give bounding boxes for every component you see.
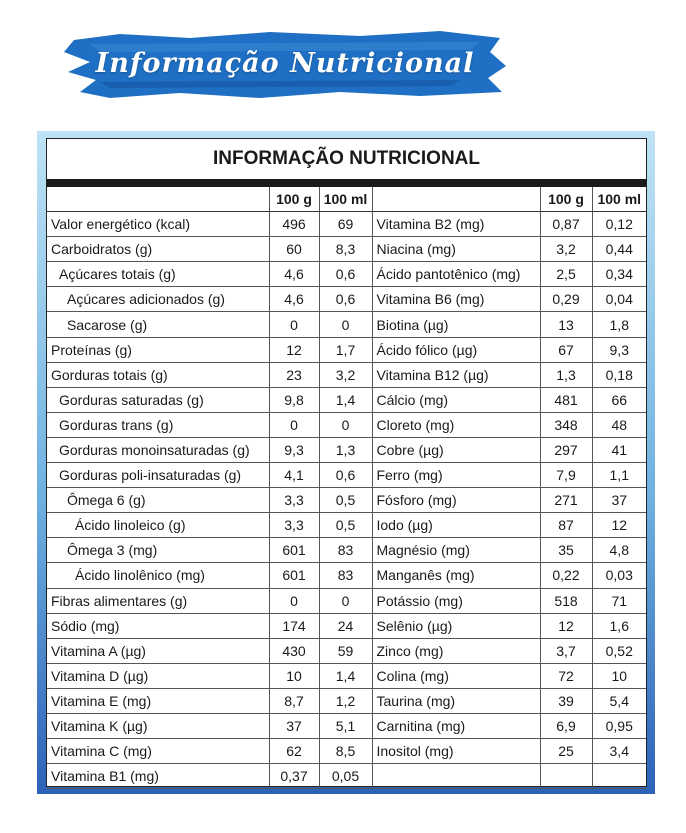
left-value-100ml: 0 bbox=[319, 312, 372, 337]
right-value-100ml: 41 bbox=[592, 437, 646, 462]
left-value-100ml: 0,5 bbox=[319, 513, 372, 538]
right-value-100ml: 5,4 bbox=[592, 688, 646, 713]
right-nutrient-name: Manganês (mg) bbox=[372, 563, 540, 588]
thick-rule bbox=[47, 179, 646, 187]
left-nutrient-name: Proteínas (g) bbox=[47, 337, 269, 362]
left-nutrient-name: Açúcares adicionados (g) bbox=[47, 287, 269, 312]
banner-title: Informação Nutricional bbox=[95, 47, 475, 79]
left-value-100ml: 1,7 bbox=[319, 337, 372, 362]
header-100ml-right: 100 ml bbox=[592, 187, 646, 212]
left-value-100g: 9,3 bbox=[269, 437, 319, 462]
right-value-100ml: 3,4 bbox=[592, 739, 646, 764]
left-value-100g: 3,3 bbox=[269, 488, 319, 513]
left-value-100ml: 3,2 bbox=[319, 362, 372, 387]
left-value-100ml: 8,3 bbox=[319, 237, 372, 262]
left-value-100g: 0 bbox=[269, 312, 319, 337]
right-nutrient-name: Magnésio (mg) bbox=[372, 538, 540, 563]
left-nutrient-name: Ácido linolênico (mg) bbox=[47, 563, 269, 588]
table-row bbox=[47, 387, 646, 412]
table-row bbox=[47, 764, 646, 789]
right-value-100g: 0,29 bbox=[540, 287, 592, 312]
left-value-100g: 4,6 bbox=[269, 287, 319, 312]
left-value-100ml: 5,1 bbox=[319, 713, 372, 738]
left-value-100g: 12 bbox=[269, 337, 319, 362]
right-nutrient-name: Ferro (mg) bbox=[372, 463, 540, 488]
header-100ml-left: 100 ml bbox=[319, 187, 372, 212]
table-row bbox=[47, 287, 646, 312]
header-100g-right: 100 g bbox=[540, 187, 592, 212]
right-value-100g: 67 bbox=[540, 337, 592, 362]
left-value-100ml: 8,5 bbox=[319, 739, 372, 764]
nutrition-grid bbox=[47, 187, 646, 789]
right-value-100g: 2,5 bbox=[540, 262, 592, 287]
left-value-100ml: 0,6 bbox=[319, 262, 372, 287]
right-nutrient-name: Inositol (mg) bbox=[372, 739, 540, 764]
right-value-100ml: 0,34 bbox=[592, 262, 646, 287]
header-row bbox=[47, 187, 646, 212]
left-value-100g: 62 bbox=[269, 739, 319, 764]
left-value-100g: 4,6 bbox=[269, 262, 319, 287]
left-nutrient-name: Ácido linoleico (g) bbox=[47, 513, 269, 538]
right-value-100g bbox=[540, 764, 592, 789]
right-nutrient-name: Selênio (µg) bbox=[372, 613, 540, 638]
right-value-100ml: 10 bbox=[592, 663, 646, 688]
right-value-100ml: 4,8 bbox=[592, 538, 646, 563]
left-value-100g: 23 bbox=[269, 362, 319, 387]
right-nutrient-name: Iodo (µg) bbox=[372, 513, 540, 538]
table-row bbox=[47, 488, 646, 513]
table-row bbox=[47, 613, 646, 638]
right-value-100ml: 0,44 bbox=[592, 237, 646, 262]
left-nutrient-name: Gorduras monoinsaturadas (g) bbox=[47, 437, 269, 462]
right-nutrient-name: Fósforo (mg) bbox=[372, 488, 540, 513]
left-value-100g: 601 bbox=[269, 538, 319, 563]
left-value-100g: 60 bbox=[269, 237, 319, 262]
right-value-100ml: 0,12 bbox=[592, 212, 646, 237]
left-value-100g: 496 bbox=[269, 212, 319, 237]
right-value-100ml: 71 bbox=[592, 588, 646, 613]
table-title: INFORMAÇÃO NUTRICIONAL bbox=[212, 148, 481, 169]
right-value-100ml: 48 bbox=[592, 412, 646, 437]
table-row bbox=[47, 638, 646, 663]
left-value-100g: 0,37 bbox=[269, 764, 319, 789]
right-value-100ml: 12 bbox=[592, 513, 646, 538]
right-value-100ml: 0,04 bbox=[592, 287, 646, 312]
right-value-100g: 12 bbox=[540, 613, 592, 638]
left-value-100g: 430 bbox=[269, 638, 319, 663]
left-value-100g: 3,3 bbox=[269, 513, 319, 538]
right-nutrient-name: Zinco (mg) bbox=[372, 638, 540, 663]
right-value-100g: 6,9 bbox=[540, 713, 592, 738]
table-row bbox=[47, 713, 646, 738]
right-value-100g: 35 bbox=[540, 538, 592, 563]
right-value-100ml: 66 bbox=[592, 387, 646, 412]
right-value-100g: 13 bbox=[540, 312, 592, 337]
table-row bbox=[47, 663, 646, 688]
right-value-100ml bbox=[592, 764, 646, 789]
right-nutrient-name: Cloreto (mg) bbox=[372, 412, 540, 437]
table-row bbox=[47, 463, 646, 488]
left-value-100ml: 0 bbox=[319, 588, 372, 613]
right-nutrient-name bbox=[372, 764, 540, 789]
right-value-100g: 518 bbox=[540, 588, 592, 613]
left-nutrient-name: Vitamina E (mg) bbox=[47, 688, 269, 713]
right-value-100g: 1,3 bbox=[540, 362, 592, 387]
table-row bbox=[47, 588, 646, 613]
right-nutrient-name: Vitamina B6 (mg) bbox=[372, 287, 540, 312]
left-value-100g: 8,7 bbox=[269, 688, 319, 713]
left-value-100g: 174 bbox=[269, 613, 319, 638]
right-value-100g: 7,9 bbox=[540, 463, 592, 488]
table-row bbox=[47, 312, 646, 337]
left-value-100ml: 0,5 bbox=[319, 488, 372, 513]
table-row bbox=[47, 563, 646, 588]
left-nutrient-name: Sódio (mg) bbox=[47, 613, 269, 638]
left-value-100ml: 0 bbox=[319, 412, 372, 437]
left-nutrient-name: Vitamina K (µg) bbox=[47, 713, 269, 738]
table-row bbox=[47, 412, 646, 437]
table-row bbox=[47, 538, 646, 563]
right-nutrient-name: Taurina (mg) bbox=[372, 688, 540, 713]
table-row bbox=[47, 688, 646, 713]
left-nutrient-name: Gorduras saturadas (g) bbox=[47, 387, 269, 412]
left-value-100ml: 1,2 bbox=[319, 688, 372, 713]
right-value-100ml: 0,03 bbox=[592, 563, 646, 588]
left-value-100g: 4,1 bbox=[269, 463, 319, 488]
left-value-100g: 601 bbox=[269, 563, 319, 588]
table-row bbox=[47, 212, 646, 237]
left-value-100ml: 0,05 bbox=[319, 764, 372, 789]
right-value-100g: 348 bbox=[540, 412, 592, 437]
right-nutrient-name: Colina (mg) bbox=[372, 663, 540, 688]
right-nutrient-name: Vitamina B12 (µg) bbox=[372, 362, 540, 387]
table-row bbox=[47, 237, 646, 262]
left-nutrient-name: Carboidratos (g) bbox=[47, 237, 269, 262]
left-nutrient-name: Sacarose (g) bbox=[47, 312, 269, 337]
right-value-100ml: 0,18 bbox=[592, 362, 646, 387]
right-value-100g: 39 bbox=[540, 688, 592, 713]
header-blank-right bbox=[372, 187, 540, 212]
right-nutrient-name: Biotina (µg) bbox=[372, 312, 540, 337]
left-value-100ml: 0,6 bbox=[319, 463, 372, 488]
left-nutrient-name: Vitamina A (µg) bbox=[47, 638, 269, 663]
right-value-100ml: 37 bbox=[592, 488, 646, 513]
right-nutrient-name: Potássio (mg) bbox=[372, 588, 540, 613]
right-nutrient-name: Niacina (mg) bbox=[372, 237, 540, 262]
left-nutrient-name: Gorduras poli-insaturadas (g) bbox=[47, 463, 269, 488]
right-value-100g: 297 bbox=[540, 437, 592, 462]
right-value-100g: 481 bbox=[540, 387, 592, 412]
left-nutrient-name: Valor energético (kcal) bbox=[47, 212, 269, 237]
left-nutrient-name: Gorduras totais (g) bbox=[47, 362, 269, 387]
right-nutrient-name: Carnitina (mg) bbox=[372, 713, 540, 738]
right-value-100g: 25 bbox=[540, 739, 592, 764]
right-value-100ml: 0,52 bbox=[592, 638, 646, 663]
left-value-100ml: 24 bbox=[319, 613, 372, 638]
left-value-100ml: 83 bbox=[319, 538, 372, 563]
right-value-100g: 87 bbox=[540, 513, 592, 538]
right-nutrient-name: Ácido fólico (µg) bbox=[372, 337, 540, 362]
right-value-100g: 3,2 bbox=[540, 237, 592, 262]
left-nutrient-name: Ômega 6 (g) bbox=[47, 488, 269, 513]
right-value-100g: 3,7 bbox=[540, 638, 592, 663]
left-value-100g: 37 bbox=[269, 713, 319, 738]
left-value-100g: 9,8 bbox=[269, 387, 319, 412]
header-100g-left: 100 g bbox=[269, 187, 319, 212]
left-nutrient-name: Fibras alimentares (g) bbox=[47, 588, 269, 613]
table-row bbox=[47, 739, 646, 764]
left-value-100g: 10 bbox=[269, 663, 319, 688]
left-value-100ml: 59 bbox=[319, 638, 372, 663]
right-nutrient-name: Cobre (µg) bbox=[372, 437, 540, 462]
left-value-100ml: 1,4 bbox=[319, 663, 372, 688]
banner bbox=[60, 22, 510, 104]
left-nutrient-name: Vitamina C (mg) bbox=[47, 739, 269, 764]
left-value-100ml: 1,3 bbox=[319, 437, 372, 462]
right-value-100ml: 1,1 bbox=[592, 463, 646, 488]
right-value-100g: 0,87 bbox=[540, 212, 592, 237]
left-nutrient-name: Ômega 3 (mg) bbox=[47, 538, 269, 563]
header-blank-left bbox=[47, 187, 269, 212]
left-nutrient-name: Gorduras trans (g) bbox=[47, 412, 269, 437]
left-nutrient-name: Açúcares totais (g) bbox=[47, 262, 269, 287]
table-row bbox=[47, 437, 646, 462]
left-value-100ml: 0,6 bbox=[319, 287, 372, 312]
right-value-100ml: 1,8 bbox=[592, 312, 646, 337]
table-row bbox=[47, 262, 646, 287]
left-nutrient-name: Vitamina B1 (mg) bbox=[47, 764, 269, 789]
right-value-100g: 0,22 bbox=[540, 563, 592, 588]
right-value-100ml: 0,95 bbox=[592, 713, 646, 738]
left-value-100g: 0 bbox=[269, 588, 319, 613]
right-value-100g: 72 bbox=[540, 663, 592, 688]
right-nutrient-name: Vitamina B2 (mg) bbox=[372, 212, 540, 237]
nutrition-table bbox=[46, 138, 647, 787]
right-nutrient-name: Cálcio (mg) bbox=[372, 387, 540, 412]
right-value-100g: 271 bbox=[540, 488, 592, 513]
left-value-100ml: 83 bbox=[319, 563, 372, 588]
left-nutrient-name: Vitamina D (µg) bbox=[47, 663, 269, 688]
table-row bbox=[47, 337, 646, 362]
left-value-100ml: 1,4 bbox=[319, 387, 372, 412]
table-row bbox=[47, 362, 646, 387]
left-value-100ml: 69 bbox=[319, 212, 372, 237]
right-value-100ml: 9,3 bbox=[592, 337, 646, 362]
left-value-100g: 0 bbox=[269, 412, 319, 437]
right-value-100ml: 1,6 bbox=[592, 613, 646, 638]
table-row bbox=[47, 513, 646, 538]
right-nutrient-name: Ácido pantotênico (mg) bbox=[372, 262, 540, 287]
